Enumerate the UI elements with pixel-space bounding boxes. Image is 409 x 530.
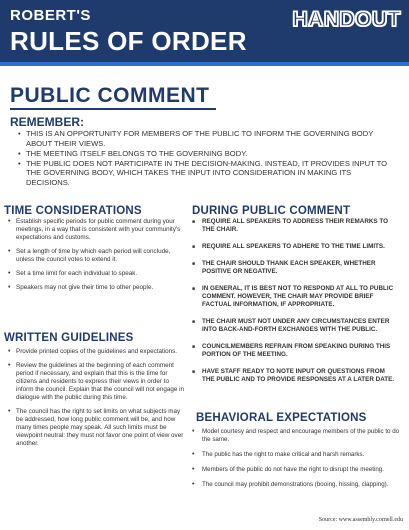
list-item: • Set a length of time by which each period will conclude, unless the council votes to extend it. bbox=[8, 248, 188, 264]
handout-badge: HANDOUT bbox=[292, 8, 401, 31]
page-title: PUBLIC COMMENT bbox=[10, 84, 216, 110]
time-considerations-list bbox=[8, 218, 188, 298]
written-guidelines-list bbox=[8, 348, 188, 454]
source-credit: Source: www.assembly.cornell.edu bbox=[318, 517, 403, 523]
list-item: • Establish specific periods for public comment during your meetings, in a way that is consistent with your community's expectations and customs. bbox=[8, 218, 188, 242]
behavioral-expectations-heading: BEHAVIORAL EXPECTATIONS bbox=[196, 412, 367, 424]
list-item: ■ REQUIRE ALL SPEAKERS TO ADDRESS THEIR REMARKS TO THE CHAIR. bbox=[192, 218, 398, 234]
header-subtitle: ROBERT'S bbox=[10, 7, 91, 24]
list-item: • THE MEETING ITSELF BELONGS TO THE GOVERNING BODY. bbox=[18, 149, 388, 159]
list-item: • THE PUBLIC DOES NOT PARTICIPATE IN THE DECISION-MAKING. INSTEAD, IT PROVIDES INPUT TO THE GOVERNING BODY, WHICH TAKES THE INPUT INTO CONSIDERATION IN MAKING ITS DECISIONS. bbox=[18, 159, 388, 188]
list-item: • Speakers may not give their time to other people. bbox=[8, 284, 188, 292]
header-banner bbox=[0, 0, 409, 66]
written-guidelines-heading: WRITTEN GUIDELINES bbox=[4, 332, 134, 344]
during-public-comment-list bbox=[192, 218, 398, 393]
during-public-comment-heading: DURING PUBLIC COMMENT bbox=[192, 205, 351, 217]
list-item: ■ HAVE STAFF READY TO NOTE INPUT OR QUESTIONS FROM THE PUBLIC AND TO PROVIDE RESPONSES AT A LATER DATE. bbox=[192, 368, 398, 384]
remember-list bbox=[18, 129, 388, 188]
list-item: • THIS IS AN OPPORTUNITY FOR MEMBERS OF THE PUBLIC TO INFORM THE GOVERNING BODY ABOUT THEIR VIEWS. bbox=[18, 129, 388, 148]
list-item: • Provide printed copies of the guidelines and expectations. bbox=[8, 348, 188, 356]
list-item: • Set a time limit for each individual to speak. bbox=[8, 270, 188, 278]
list-item: • Members of the public do not have the right to disrupt the meeting. bbox=[192, 466, 402, 474]
list-item: ■ THE CHAIR MUST NOT UNDER ANY CIRCUMSTANCES ENTER INTO BACK-AND-FORTH EXCHANGES WITH THE PUBLIC. bbox=[192, 318, 398, 334]
list-item: • The council has the right to set limits on what subjects may be addressed, how long public comment will be, and how many times people may speak. All such limits must be viewpoint neutral: they must not favor one point of view over another. bbox=[8, 408, 188, 448]
list-item: ■ IN GENERAL, IT IS BEST NOT TO RESPOND AT ALL TO PUBLIC COMMENT. HOWEVER, THE CHAIR MAY PROVIDE BRIEF FACTUAL INFORMATION, IF APPROPRIATE. bbox=[192, 285, 398, 309]
list-item: • The council may prohibit demonstrations (booing, hissing, clapping). bbox=[192, 481, 402, 489]
list-item: • Model courtesy and respect and encourage members of the public to do the same. bbox=[192, 428, 402, 444]
remember-heading: REMEMBER: bbox=[10, 115, 84, 129]
list-item: • Review the guidelines at the beginning of each comment period if necessary, and explain that this is the time for citizens and residents to express their views in order to inform the council. Explain that the council will not engage in dialogue with the public during this time. bbox=[8, 362, 188, 402]
list-item: ■ REQUIRE ALL SPEAKERS TO ADHERE TO THE TIME LIMITS. bbox=[192, 243, 398, 251]
header-title: RULES OF ORDER bbox=[10, 26, 247, 56]
list-item: ■ COUNCILMEMBERS REFRAIN FROM SPEAKING DURING THIS PORTION OF THE MEETING. bbox=[192, 343, 398, 359]
behavioral-expectations-list bbox=[192, 428, 402, 496]
list-item: • The public has the right to make critical and harsh remarks. bbox=[192, 451, 402, 459]
time-considerations-heading: TIME CONSIDERATIONS bbox=[4, 205, 142, 217]
list-item: ■ THE CHAIR SHOULD THANK EACH SPEAKER, WHETHER POSITIVE OR NEGATIVE. bbox=[192, 260, 398, 276]
